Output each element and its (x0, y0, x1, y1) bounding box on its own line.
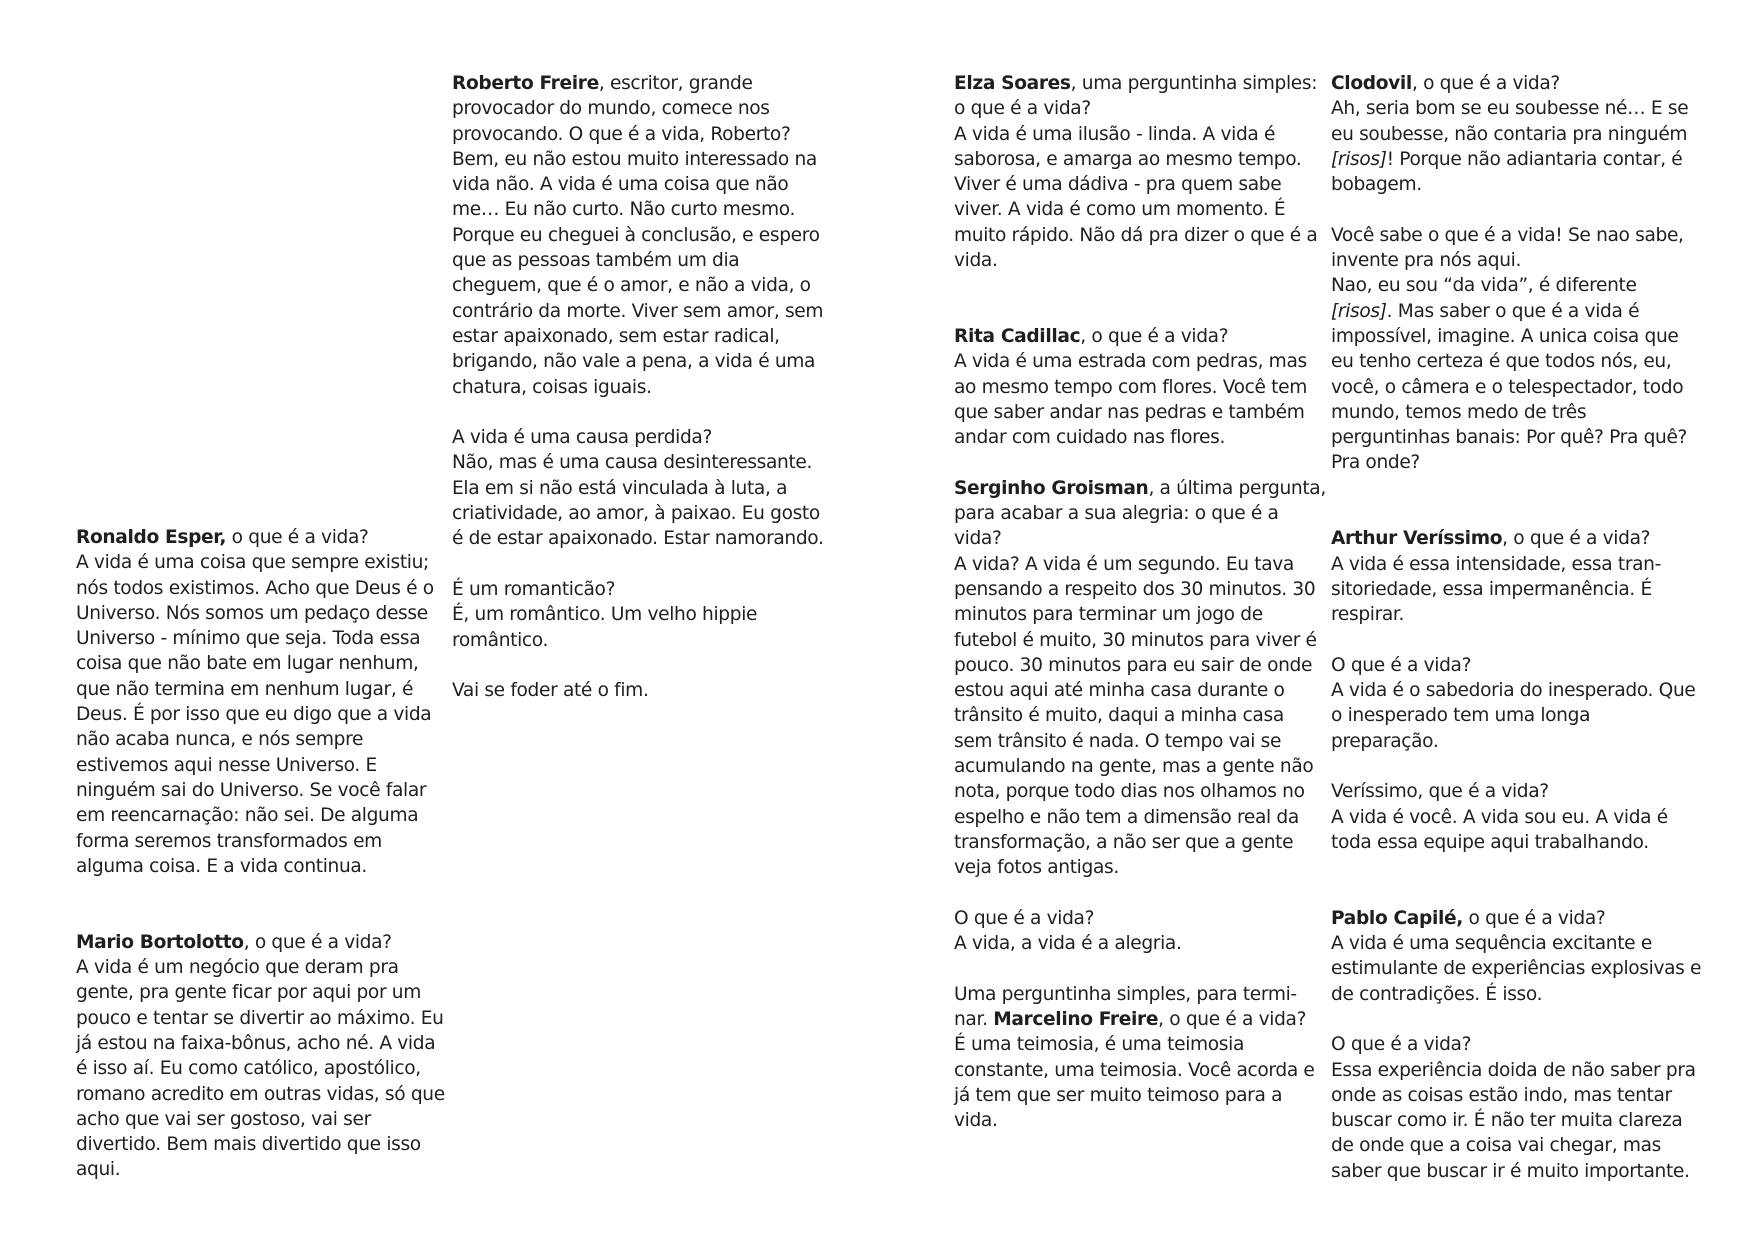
lead-text: Uma perguntinha simples, para termi-nar. (954, 983, 1297, 1030)
question-text: , uma perguntinha simples: o que é a vida? (954, 73, 1318, 120)
interviewee-name: Elza Soares (954, 73, 1071, 94)
followup-answer: Essa experiência doida de não saber pra onde as coisas estão indo, mas tentar buscar como ir. É não ter muita clareza de onde que a coisa vai chegar, mas saber que buscar ir é muito importante. (1331, 1059, 1696, 1182)
interview-elza-soares-answer: A vida é uma ilusão - linda. A vida é saborosa, e amarga ao mesmo tempo. Viver é uma dádiva - pra quem sabe viver. A vida é como um momento. É muito rápido. Não dá pra dizer o que é a vida. (954, 123, 1318, 272)
question-text: , a última pergunta, para acabar a sua alegria: o que é a vida? (954, 477, 1326, 550)
interviewee-name: Arthur Veríssimo (1331, 528, 1503, 550)
followup-question: É um romanticão? (452, 578, 616, 600)
followup-answer: A vida é o sabedoria do inesperado. Que o inesperado tem uma longa preparação. (1331, 680, 1696, 752)
interview-pablo-capile-answer: A vida é uma sequência excitante e estimulante de experiências explosivas e de contradições. É isso. (1331, 933, 1702, 1005)
followup-question: Você sabe o que é a vida! Se nao sabe, invente pra nós aqui. (1331, 224, 1684, 272)
interviewee-name: Clodovil (1331, 73, 1412, 94)
laugh-note: [risos] (1331, 300, 1387, 322)
answer-text: Nao, eu sou “da vida”, é diferente (1331, 275, 1637, 297)
interviewee-name: Serginho Groisman (954, 477, 1149, 499)
followup-answer: Não, mas é uma causa desinteressante. Ela em si não está vinculada à luta, a criatividade, ao amor, à paixao. Eu gosto é de estar apaixonado. Estar namorando. (452, 452, 824, 550)
answer-text: Ah, seria bom se eu soubesse né… E se eu soubesse, não contaria pra ninguém (1331, 98, 1689, 145)
interview-pablo-capile-question (1331, 906, 1703, 931)
column-4 (1331, 71, 1703, 1184)
followup-answer (1331, 273, 1703, 475)
followup-question: O que é a vida? (1331, 654, 1472, 676)
interviewee-name: Marcelino Freire (993, 1008, 1159, 1030)
interview-ronaldo-esper-answer: A vida é uma coisa que sempre existiu; nós todos existimos. Acho que Deus é o Universo. Nós somos um pedaço desse Universo - mínimo que seja. Toda essa coisa que não bate em lugar nenhum, que não termina em nenhum lugar, é Deus. É por isso que eu digo que a vida não acaba nunca, e nós sempre estivemos aqui nesse Universo. E ninguém sai do Universo. Se você falar em reencarnação: não sei. De alguma forma seremos transformados em alguma coisa. E a vida continua. (76, 552, 434, 877)
interview-marcelino-freire-answer: É uma teimosia, é uma teimosia constante, uma teimosia. Você acorda e já tem que ser muito teimoso para a vida. (954, 1034, 1315, 1132)
followup-answer: A vida é você. A vida sou eu. A vida é toda essa equipe aqui trabalhando. (1331, 806, 1668, 853)
question-text: , escritor, grande provocador do mundo, comece nos provocando. O que é a vida, Roberto? (452, 73, 791, 145)
question-text: , o que é a vida? (1502, 528, 1651, 550)
interviewee-name: Mario Bortolotto (76, 931, 244, 953)
question-text: o que é a vida? (226, 527, 369, 548)
interview-rita-cadillac-question (954, 324, 1326, 349)
question-text: , o que é a vida? (243, 931, 392, 953)
interview-mario-bortolotto-question (76, 930, 448, 955)
laugh-note: [risos] (1331, 148, 1387, 170)
interview-marcelino-freire-question (954, 982, 1326, 1033)
interview-rita-cadillac-answer: A vida é uma estrada com pedras, mas ao mesmo tempo com flores. Você tem que saber andar nas pedras e também andar com cuidado nas flores. (954, 351, 1307, 449)
interviewee-name: Ronaldo Esper, (76, 527, 227, 548)
interviewee-name: Pablo Capilé, (1331, 907, 1463, 929)
question-text: , o que é a vida? (1158, 1008, 1307, 1030)
interview-serginho-groisman-answer: A vida? A vida é um segundo. Eu tava pensando a respeito dos 30 minutos. 30 minutos para terminar um jogo de futebol é muito, 30 minutos para viver é pouco. 30 minutos para eu sair de onde estou aqui até minha casa durante o trânsito é muito, daqui a minha casa sem trânsito é nada. O tempo vai se acumulando na gente, mas a gente não nota, porque todo dias nos olhamos no espelho e não tem a dimensão real da transformação, a não ser que a gente veja fotos antigas. (954, 553, 1317, 879)
interviewee-name: Roberto Freire (452, 73, 599, 94)
interview-mario-bortolotto-answer: A vida é um negócio que deram pra gente, pra gente ficar por aqui por um pouco e tentar se divertir ao máximo. Eu já estou na faixa-bônus, acho né. A vida é isso aí. Eu como católico, apostólico, romano acredito em outras vidas, só que acho que vai ser gostoso, vai ser divertido. Bem mais divertido que isso aqui. (76, 957, 445, 1181)
interviewee-name: Rita Cadillac (954, 325, 1081, 347)
column-2 (452, 71, 824, 703)
followup-question: O que é a vida? (1331, 1034, 1472, 1056)
interview-ronaldo-esper-question (76, 525, 448, 550)
interview-arthur-verissimo-answer: A vida é essa intensidade, essa tran-sitoriedade, essa impermanência. É respirar. (1331, 553, 1661, 626)
interview-arthur-verissimo-question (1331, 526, 1703, 551)
interview-roberto-freire-answer: Bem, eu não estou muito interessado na vida não. A vida é uma coisa que não me… Eu não curto. Não curto mesmo. Porque eu cheguei à conclusão, e espero que as pessoas também um dia cheguem, que é o amor, e não a vida, o contrário da morte. Viver sem amor, sem estar apaixonado, sem estar radical, brigando, não vale a pena, a vida é uma chatura, coisas iguais. (452, 148, 824, 398)
interview-elza-soares-question (954, 71, 1326, 122)
interview-clodovil-question (1331, 71, 1703, 96)
followup-answer: A vida, a vida é a alegria. (954, 933, 1182, 955)
interview-clodovil-answer (1331, 96, 1703, 197)
answer-text: ! Porque não adiantaria contar, é bobagem. (1331, 148, 1683, 196)
answer-text: . Mas saber o que é a vida é impossível, imagine. A unica coisa que eu tenho certeza é que todos nós, eu, você, o câmera e o telespectador, todo mundo, temos medo de três perguntinhas banais: Por quê? Pra quê? Pra onde? (1331, 300, 1688, 474)
column-3 (954, 71, 1326, 1133)
followup-question: O que é a vida? (954, 907, 1095, 929)
question-text: o que é a vida? (1462, 907, 1606, 929)
interview-serginho-groisman-question (954, 476, 1326, 552)
question-text: , o que é a vida? (1080, 325, 1229, 347)
column-1 (76, 525, 448, 1183)
followup-question: Veríssimo, que é a vida? (1331, 781, 1549, 803)
interview-roberto-freire-question (452, 71, 824, 147)
closing-line: Vai se foder até o fim. (452, 680, 649, 702)
followup-answer: É, um romântico. Um velho hippie romântico. (452, 604, 758, 651)
followup-question: A vida é uma causa perdida? (452, 427, 712, 449)
question-text: , o que é a vida? (1411, 73, 1560, 94)
